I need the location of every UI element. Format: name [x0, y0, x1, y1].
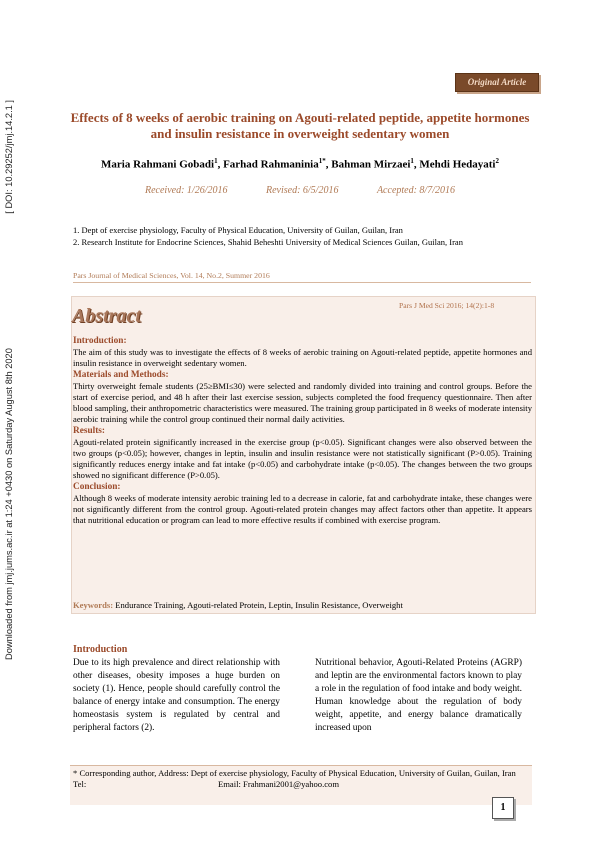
- keywords-line: [73, 600, 532, 610]
- abstract-methods-heading: Materials and Methods:: [73, 369, 169, 380]
- affiliation-item: 2. Research Institute for Endocrine Sciences, Shahid Beheshti University of Medical Sciences Guilan, Guilan, Iran: [73, 237, 463, 247]
- page-number: 1: [492, 797, 514, 819]
- author-name: Maria Rahmani Gobadi: [101, 158, 215, 171]
- author-list: Maria Rahmani Gobadi$^1$, Farhad Rahmaninia$^{1*}$, Bahman Mirzaei$^1$, Mehdi Hedayati$^2$: [101, 157, 499, 171]
- side-watermark: [4, 100, 18, 660]
- abstract-citation: Pars J Med Sci 2016; 14(2):1-8: [399, 301, 495, 310]
- side-downloaded-text: Downloaded from jmj.jums.ac.ir at 1:24 +0430 on Saturday August 8th 2020: [4, 348, 14, 660]
- author-name: Bahman Mirzaei: [331, 158, 411, 171]
- revised-date: Revised: 6/5/2016: [265, 185, 339, 196]
- article-title: Effects of 8 weeks of aerobic training on Agouti-related peptide, appetite hormones and insulin resistance in overweight sedentary women: [70, 110, 530, 141]
- body-column-left: Due to its high prevalence and direct relationship with other diseases, obesity imposes a huge burden on society (1). Hence, people should carefully control the balance of energy intake and consumption. The energy homeostasis system is regulated by central and peripheral factors (2).: [73, 658, 280, 733]
- body-column-right: Nutritional behavior, Agouti-Related Proteins (AGRP) and leptin are the environmental factors known to play a role in the regulation of food intake and body weight. Human knowledge about the regulation of body weight, appetite, and energy balance dramatically increased upon: [315, 658, 522, 733]
- side-doi-text: [ DOI: 10.29252/jmj.14.2.1 ]: [4, 100, 14, 214]
- received-date: Received: 1/26/2016: [145, 185, 228, 196]
- abstract-intro-text: The aim of this study was to investigate the effects of 8 weeks of aerobic training on Agouti-related peptide, appetite hormones and insulin resistance in overweight sedentary women.: [73, 347, 532, 369]
- article-type-badge: Original Article: [455, 73, 539, 92]
- divider: [73, 282, 531, 283]
- affiliation-item: 1. Dept of exercise physiology, Faculty of Physical Education, University of Guilan, Guilan, Iran: [73, 225, 403, 235]
- keywords-text: Endurance Training, Agouti-related Protein, Leptin, Insulin Resistance, Overweight: [113, 600, 403, 610]
- accepted-date: Accepted: 8/7/2016: [376, 185, 455, 196]
- author-name: Farhad Rahmaninia: [223, 158, 319, 171]
- introduction-heading: Introduction: [73, 644, 128, 655]
- keywords-label: Keywords:: [73, 600, 114, 610]
- abstract-results-heading: Results:: [73, 425, 106, 436]
- abstract-intro-heading: Introduction:: [73, 336, 127, 346]
- tel-label: Tel:: [73, 779, 87, 789]
- article-dates: [145, 185, 455, 196]
- abstract-results-text: Agouti-related protein significantly increased in the exercise group (p<0.05). Significant changes were also observed between the two groups (p<0.05); however, changes in leptin, insulin and insulin resistance were not statistically significant (P>0.05). Training significantly reduces energy intake and fat intake (p<0.05) and carbohydrate intake (p<0.05). The changes between the two groups showed no significant difference (P>0.05).: [73, 436, 532, 481]
- abstract-methods-text: Thirty overweight female students (25≥BMI≤30) were selected and randomly divided into training and control groups. Before the start of exercise period, and 48 h after their last exercise session, subjects completed the food frequency questionnaire. Then after blood sampling, their anthropometric characteristics were measured. The training group participated in 8 weeks of moderate intensity aerobic training while the control group continued their normal daily activities.: [73, 380, 532, 425]
- abstract-heading: Abstract: [72, 305, 141, 327]
- email-text: Email: Frahmani2001@yahoo.com: [218, 779, 340, 789]
- journal-citation-line: Pars Journal of Medical Sciences, Vol. 14, No.2, Summer 2016: [73, 271, 270, 280]
- author-name: Mehdi Hedayati: [419, 158, 496, 171]
- footnote: [70, 765, 532, 805]
- abstract-conclusion-heading: Conclusion:: [73, 481, 121, 492]
- corresponding-author: * Corresponding author, Address: Dept of exercise physiology, Faculty of Physical Education, University of Guilan, Guilan, Iran: [73, 768, 516, 778]
- abstract-conclusion-text: Although 8 weeks of moderate intensity aerobic training led to a decrease in calorie, fat and carbohydrate intake, these changes were not significantly different from the control group. Agouti-related protein changes may affect factors other than appetite. It appears that nutritional education or program can lead to more effective results if combined with exercise program.: [73, 492, 532, 526]
- contact-line: [73, 779, 529, 790]
- abstract-body: [73, 336, 532, 526]
- affiliations: [73, 224, 531, 248]
